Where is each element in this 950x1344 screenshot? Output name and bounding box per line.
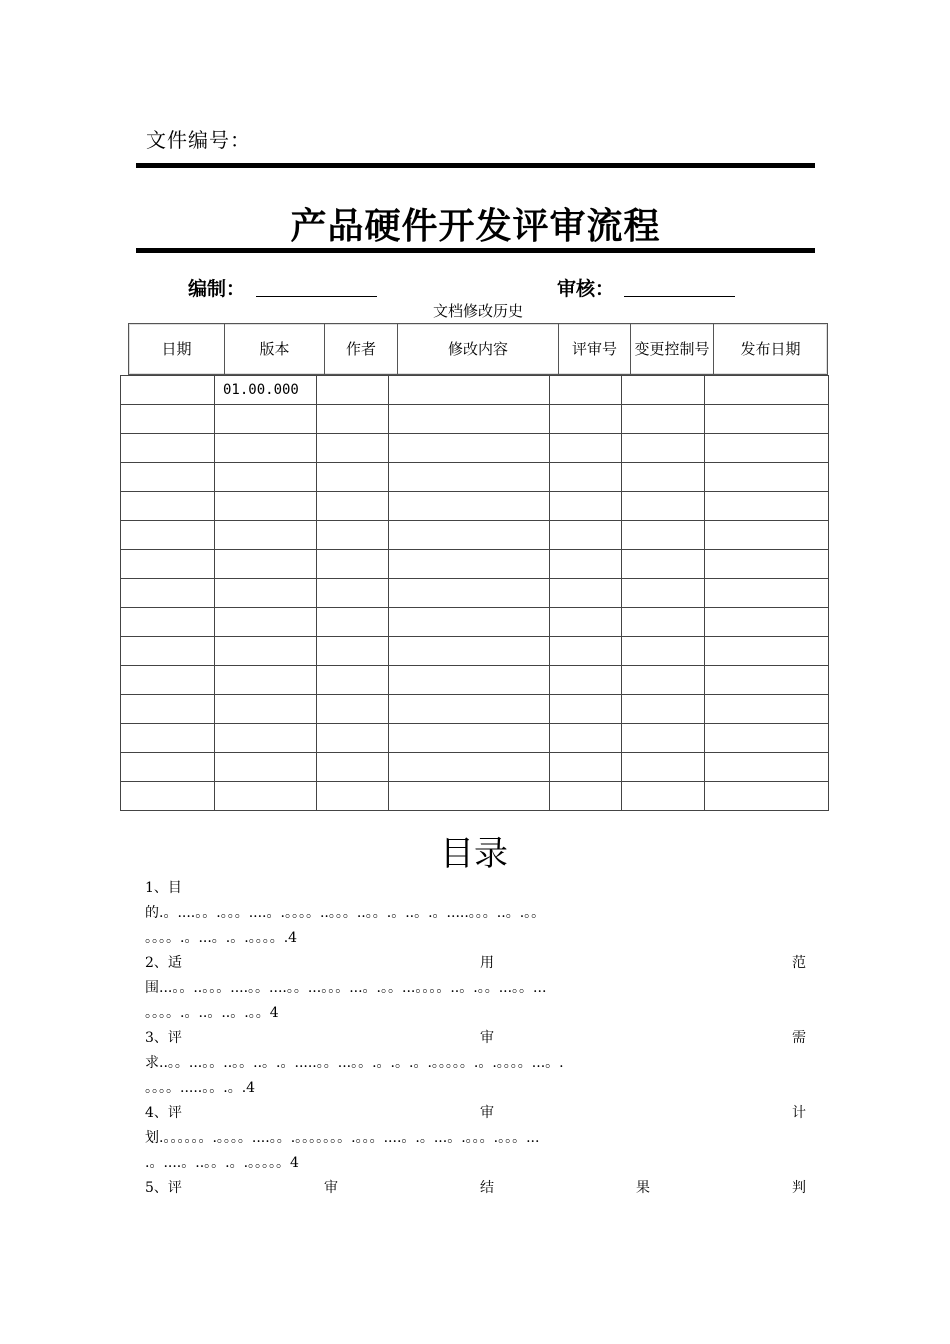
table-cell [121,434,215,463]
table-cell [121,724,215,753]
table-row [121,434,829,463]
table-cell [317,782,389,811]
toc-entry-word: 审 [479,1030,494,1046]
table-cell [705,376,829,405]
toc-entry-word: 审 [479,1105,494,1121]
table-cell [622,492,705,521]
table-cell [550,695,622,724]
table-cell [622,695,705,724]
table-cell [317,521,389,550]
table-cell [215,753,317,782]
table-cell [121,376,215,405]
table-cell [389,637,550,666]
table-cell [622,753,705,782]
column-header-release-date: 发布日期 [740,340,801,358]
table-cell [550,521,622,550]
column-header-changes: 修改内容 [398,324,559,374]
table-cell [705,608,829,637]
table-cell [121,579,215,608]
toc-entry-leader: 的.。....。。.。。。....。.。。。。..。。。..。。.。..。.。.....。。。..。.。。 [145,905,546,921]
toc-entry-leader: 划.。。。。。。.。。。。....。。.。。。。。。。.。。。....。.。...。.。。。.。。。... [145,1130,540,1146]
table-cell [389,724,550,753]
table-cell [622,608,705,637]
table-cell [622,724,705,753]
table-cell [550,550,622,579]
table-cell [215,521,317,550]
table-cell [317,405,389,434]
table-cell [389,376,550,405]
column-header-review-no: 评审号 [559,324,631,374]
table-cell [389,579,550,608]
toc-entry-heading[interactable] [145,952,806,972]
table-row [121,521,829,550]
table-cell [705,463,829,492]
table-cell [317,637,389,666]
table-cell [389,695,550,724]
table-cell [317,666,389,695]
table-cell [121,463,215,492]
table-cell [215,405,317,434]
table-cell [622,782,705,811]
table-cell [215,492,317,521]
table-cell [389,782,550,811]
table-row [121,695,829,724]
table-row [121,376,829,405]
table-cell [622,463,705,492]
table-cell [215,434,317,463]
toc-entry-leader: .。....。..。。.。.。。。。。4 [145,1155,299,1171]
toc-entry-leader: 。。。。.。...。.。.。。。。.4 [145,930,298,946]
toc-entry-leader: 求..。。...。。..。。..。.。.....。。...。。.。.。.。.。。。。。.。.。。。。...。. [145,1055,564,1071]
table-cell [317,695,389,724]
table-cell [550,782,622,811]
table-cell [705,492,829,521]
table-cell [389,550,550,579]
table-cell [389,753,550,782]
toc-entry-leader: 。。。。.。..。..。.。。4 [145,1005,279,1021]
table-row [121,463,829,492]
table-cell [121,666,215,695]
table-cell [550,492,622,521]
table-cell [121,405,215,434]
table-cell [389,608,550,637]
table-cell [705,521,829,550]
table-cell [317,376,389,405]
table-cell [317,724,389,753]
table-cell [317,753,389,782]
table-row [121,666,829,695]
table-cell [215,579,317,608]
table-row [121,782,829,811]
table-cell [622,579,705,608]
table-cell [121,695,215,724]
history-table-header [128,323,828,375]
table-row [121,579,829,608]
toc-entry-word: 结 [479,1180,494,1196]
table-cell [550,376,622,405]
toc-entry-heading[interactable] [145,1177,806,1197]
table-cell [550,637,622,666]
table-cell [622,666,705,695]
table-cell [622,376,705,405]
table-cell [121,492,215,521]
table-cell [121,753,215,782]
table-cell [215,724,317,753]
table-cell [550,608,622,637]
column-header-version: 版本 [225,324,325,374]
table-cell: 01.00.000 [215,376,317,405]
toc-entry-word: 1、目 [145,880,182,896]
toc-entry-heading[interactable] [145,877,806,897]
table-cell [317,434,389,463]
table-cell [622,637,705,666]
table-cell [317,608,389,637]
title-rule-bottom [136,248,815,253]
table-cell [317,550,389,579]
table-cell [317,463,389,492]
toc-entry-word: 判 [791,1180,806,1196]
table-cell [215,550,317,579]
table-row [121,637,829,666]
table-row [121,608,829,637]
author-signature-line [256,296,377,297]
table-cell [550,579,622,608]
table-cell [215,463,317,492]
toc-entry-word: 需 [791,1030,806,1046]
table-cell [215,637,317,666]
table-cell [705,695,829,724]
toc-entry-word: 计 [791,1105,806,1121]
history-table [120,375,829,811]
toc-entry-heading[interactable] [145,1102,806,1122]
title-rule-top [136,163,815,168]
table-cell [705,666,829,695]
table-row [121,724,829,753]
toc-entry-word: 5、评 [145,1180,182,1196]
table-cell [550,666,622,695]
table-cell [389,434,550,463]
table-cell [705,550,829,579]
toc-entry-leader: 围...。。..。。。....。。....。。...。。。...。.。。...。。。。..。.。。...。。... [145,980,547,996]
doc-number-label: 文件编号： [146,128,251,152]
table-cell [121,608,215,637]
table-cell [705,782,829,811]
toc-entry-word: 果 [635,1180,650,1196]
table-cell [121,521,215,550]
document-title: 产品硬件开发评审流程 [290,206,661,247]
table-cell [389,666,550,695]
table-cell [389,463,550,492]
toc-entry-word: 用 [479,955,494,971]
table-cell [389,492,550,521]
toc-entry-word: 2、适 [145,955,182,971]
table-cell [705,753,829,782]
table-cell [622,434,705,463]
table-cell [622,521,705,550]
table-cell [215,782,317,811]
author-label: 编制： [188,278,246,300]
toc-entry-word: 范 [791,955,806,971]
toc-entry-word: 审 [323,1180,338,1196]
table-cell [550,724,622,753]
table-cell [389,521,550,550]
table-cell [705,637,829,666]
table-cell [705,434,829,463]
table-cell [215,608,317,637]
table-cell [550,753,622,782]
reviewer-signature-line [624,296,735,297]
table-row [121,405,829,434]
table-cell [121,637,215,666]
table-cell [550,405,622,434]
table-cell [215,695,317,724]
table-cell [622,405,705,434]
column-header-date: 日期 [129,324,225,374]
table-cell [317,492,389,521]
table-cell [550,463,622,492]
table-cell [705,724,829,753]
table-row [121,550,829,579]
table-cell [121,782,215,811]
toc-entry-leader: 。。。。.....。。.。.4 [145,1080,256,1096]
reviewer-label: 审核： [557,278,615,300]
table-cell [317,579,389,608]
column-header-change-control-no: 变更控制号 [631,324,714,374]
table-cell [705,405,829,434]
column-header-author: 作者 [325,324,398,374]
table-cell [622,550,705,579]
table-cell [550,434,622,463]
table-cell [705,579,829,608]
toc-title: 目录 [440,834,508,874]
table-cell [215,666,317,695]
table-row [121,492,829,521]
toc-entry-heading[interactable] [145,1027,806,1047]
table-cell [121,550,215,579]
history-caption: 文档修改历史 [432,302,523,320]
table-row [121,753,829,782]
toc-entry-word: 3、评 [145,1030,182,1046]
toc-entry-word: 4、评 [145,1105,182,1121]
table-cell [389,405,550,434]
